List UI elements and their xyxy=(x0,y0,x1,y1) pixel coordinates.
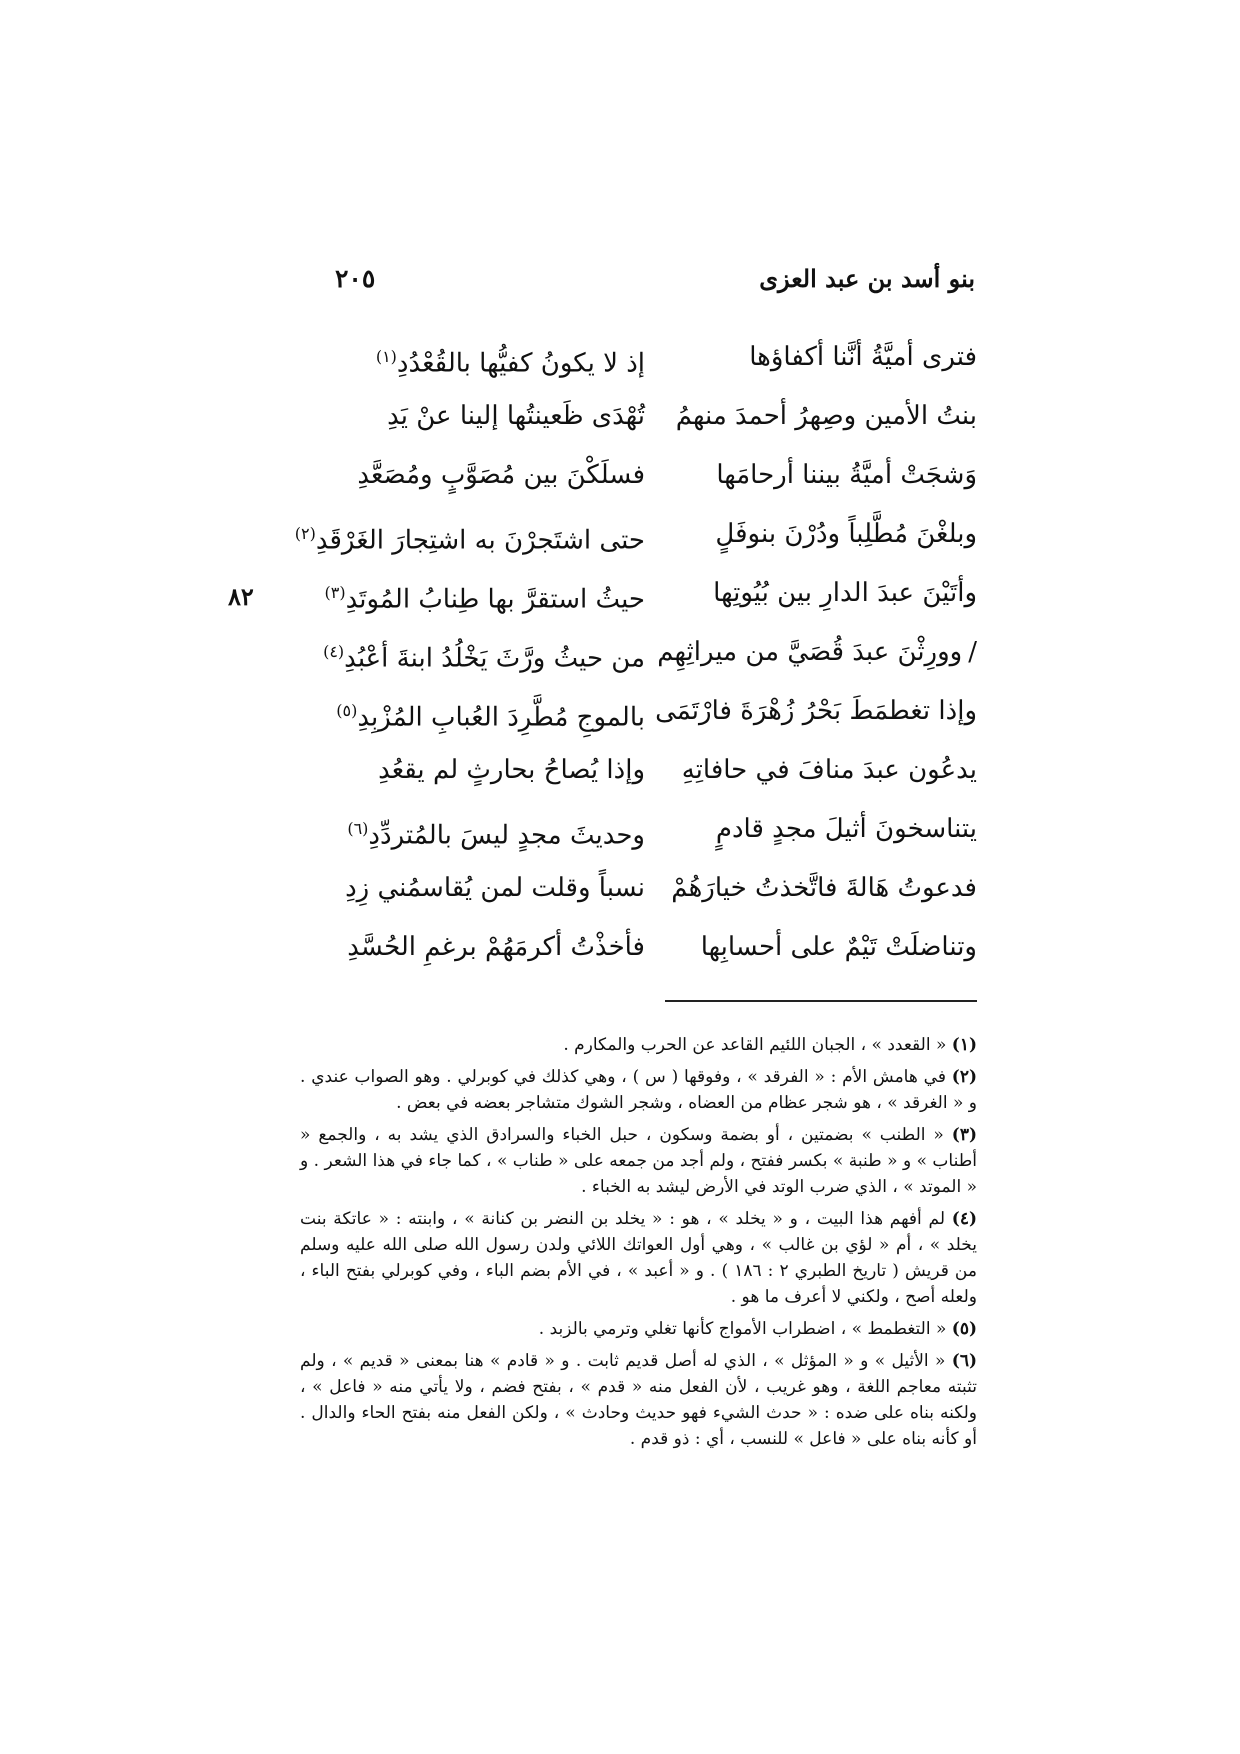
second-hemistich-text: وحديثَ مجدٍ ليسَ بالمُتردِّدِ xyxy=(368,820,645,851)
second-hemistich xyxy=(315,866,645,910)
footnote-marker: (٤) xyxy=(323,642,345,661)
second-hemistich-text: فسلَكْنَ بين مُصَوَّبٍ ومُصَعَّدِ xyxy=(357,460,645,490)
second-hemistich xyxy=(315,630,645,681)
footnote-text: « الطنب » بضمتين ، أو بضمة وسكون ، حبل الخباء والسرادق الذي يشد به ، والجمع « أطناب » و « طنبة » بكسر ففتح ، ولم أجد من جمعه على « طناب » ، كما جاء في هذا الشعر . و « الموتد » ، الذي ضرب الوتد في الأرض ليشد به الخباء . xyxy=(300,1125,977,1197)
page-number: ٢٠٥ xyxy=(335,264,376,293)
footnote-text: « التغطمط » ، اضطراب الأمواج كأنها تغلي وترمي بالزبد . xyxy=(538,1319,947,1339)
footnote-number: (٢) xyxy=(951,1067,978,1087)
poem xyxy=(294,335,977,984)
second-hemistich-text: تُهْدَى ظَعينتُها إلينا عنْ يَدِ xyxy=(387,401,645,431)
second-hemistich xyxy=(315,807,645,858)
verse-line xyxy=(315,866,977,925)
footnote-number: (٦) xyxy=(951,1351,977,1371)
footnote-number: (١) xyxy=(951,1035,977,1055)
first-hemistich xyxy=(655,807,977,851)
first-hemistich xyxy=(655,394,977,438)
verse-line xyxy=(315,807,977,866)
verse-line xyxy=(315,630,977,689)
second-hemistich xyxy=(315,925,645,969)
second-hemistich-text: حتى اشتَجرْنَ به اشتِجارَ الغَرْقَدِ xyxy=(315,525,645,556)
footnote xyxy=(300,1316,977,1342)
verse-line xyxy=(315,394,977,453)
second-hemistich-text: إذ لا يكونُ كفيُّها بالقُعْدُدِ xyxy=(396,348,645,379)
footnote-separator xyxy=(665,1000,977,1002)
page-break-marker: / xyxy=(968,637,977,667)
page-header xyxy=(335,264,975,304)
footnote xyxy=(300,1348,977,1452)
second-hemistich xyxy=(294,512,645,563)
first-hemistich-text: وورِثْنَ عبدَ قُصَيَّ من ميراثِهِم xyxy=(657,637,963,667)
first-hemistich-text: فدعوتُ هَالةَ فاتَّخذتُ خيارَهُمْ xyxy=(671,873,977,903)
footnote-text: « الأثيل » و « المؤثل » ، الذي له أصل قديم ثابت . و « قادم » هنا بمعنى « قديم » ، ولم تثبته معاجم اللغة ، وهو غريب ، لأن الفعل منه « قدم » ، بفتح فضم ، ولا يأتي منه « فاعل » ، ولكنه بناه على ضده : « حدث الشيء فهو حديث وحادث » ، ولكن الفعل منه بفتح الحاء والدال . أو كأنه بناه على « فاعل » للنسب ، أي : ذو قدم . xyxy=(300,1351,977,1449)
footnotes xyxy=(300,1032,977,1458)
first-hemistich-text: وَشجَتْ أميَّةُ بيننا أرحامَها xyxy=(716,460,977,490)
footnote-marker: (٣) xyxy=(324,583,346,602)
footnote xyxy=(300,1122,977,1200)
footnote-marker: (٥) xyxy=(336,701,358,720)
second-hemistich-text: فأخذْتُ أكرمَهُمْ برغمِ الحُسَّدِ xyxy=(347,932,645,962)
margin-reference-number: ٨٢ xyxy=(228,582,254,611)
second-hemistich-text: من حيثُ ورَّثَ يَخْلُدُ ابنةَ أعْبُدِ xyxy=(344,643,645,674)
footnote xyxy=(300,1032,977,1058)
second-hemistich xyxy=(315,689,645,740)
first-hemistich-text: وإذا تغطمَطَ بَحْرُ زُهْرَةَ فارْتَمَى xyxy=(655,696,977,726)
footnote-text: « القعدد » ، الجبان اللئيم القاعد عن الحرب والمكارم . xyxy=(563,1035,947,1055)
first-hemistich-text: يتناسخونَ أثيلَ مجدٍ قادمٍ xyxy=(715,814,977,844)
second-hemistich-text: نسباً وقلت لمن يُقاسمُني زِدِ xyxy=(345,873,645,903)
first-hemistich-text: وأتَيْنَ عبدَ الدارِ بين بُيُوتِها xyxy=(713,578,977,608)
second-hemistich xyxy=(315,335,645,386)
verse-line xyxy=(315,571,977,630)
second-hemistich xyxy=(315,748,645,792)
first-hemistich-text: وتناضلَتْ تَيْمٌ على أحسابِها xyxy=(700,932,977,962)
first-hemistich xyxy=(655,748,977,792)
footnote-marker: (١) xyxy=(375,347,397,366)
footnote-number: (٣) xyxy=(951,1125,977,1145)
footnote-number: (٥) xyxy=(951,1319,977,1339)
footnote xyxy=(300,1064,977,1116)
first-hemistich-text: بنتُ الأمين وصِهرُ أحمدَ منهمُ xyxy=(675,401,977,431)
first-hemistich xyxy=(655,335,977,379)
second-hemistich xyxy=(315,571,645,622)
footnote-marker: (٢) xyxy=(294,524,316,543)
verse-line xyxy=(315,925,977,984)
footnote xyxy=(300,1206,977,1310)
first-hemistich xyxy=(655,630,977,674)
first-hemistich xyxy=(655,512,977,556)
first-hemistich xyxy=(655,689,977,733)
footnote-number: (٤) xyxy=(951,1209,977,1229)
second-hemistich-text: وإذا يُصاحُ بحارثٍ لم يقعُدِ xyxy=(378,755,645,785)
verse-line xyxy=(315,748,977,807)
second-hemistich xyxy=(315,394,645,438)
footnote-text: لم أفهم هذا البيت ، و « يخلد » ، هو : « يخلد بن النضر بن كنانة » ، وابنته : « عاتكة بنت يخلد » ، أم « لؤي بن غالب » ، وهي أول العواتك اللائي ولدن رسول الله صلى الله عليه وسلم من قريش ( تاريخ الطبري ٢ : ١٨٦ ) . و « أعبد » ، في الأم بضم الباء ، وفي كوبرلي بفتح الباء ، ولعله أصح ، ولكني لا أعرف ما هو . xyxy=(300,1209,977,1307)
verse-line xyxy=(315,335,977,394)
verse-line xyxy=(315,453,977,512)
footnote-text: في هامش الأم : « الفرقد » ، وفوقها ( س ) ، وهي كذلك في كوبرلي . وهو الصواب عندي . و « الغرقد » ، هو شجر عظام من العضاه ، وشجر الشوك متشاجر بعضه في بعض . xyxy=(300,1067,977,1113)
first-hemistich-text: وبلغْنَ مُطَّلِباً ودُرْنَ بنوفَلٍ xyxy=(715,519,977,549)
first-hemistich-text: يدعُون عبدَ منافَ في حافاتِهِ xyxy=(681,755,977,785)
first-hemistich xyxy=(655,925,977,969)
first-hemistich xyxy=(655,866,977,910)
first-hemistich xyxy=(655,571,977,615)
second-hemistich-text: حيثُ استقرَّ بها طِنابُ المُوتَدِ xyxy=(345,584,645,615)
running-title: بنو أسد بن عبد العزى xyxy=(759,264,975,293)
verse-line xyxy=(315,689,977,748)
second-hemistich-text: بالموجِ مُطَّرِدَ العُبابِ المُزْبِدِ xyxy=(357,702,645,733)
verse-line xyxy=(294,512,977,571)
second-hemistich xyxy=(315,453,645,497)
first-hemistich xyxy=(655,453,977,497)
footnote-marker: (٦) xyxy=(347,819,369,838)
first-hemistich-text: فترى أميَّةُ أنَّنا أكفاؤها xyxy=(749,342,977,372)
